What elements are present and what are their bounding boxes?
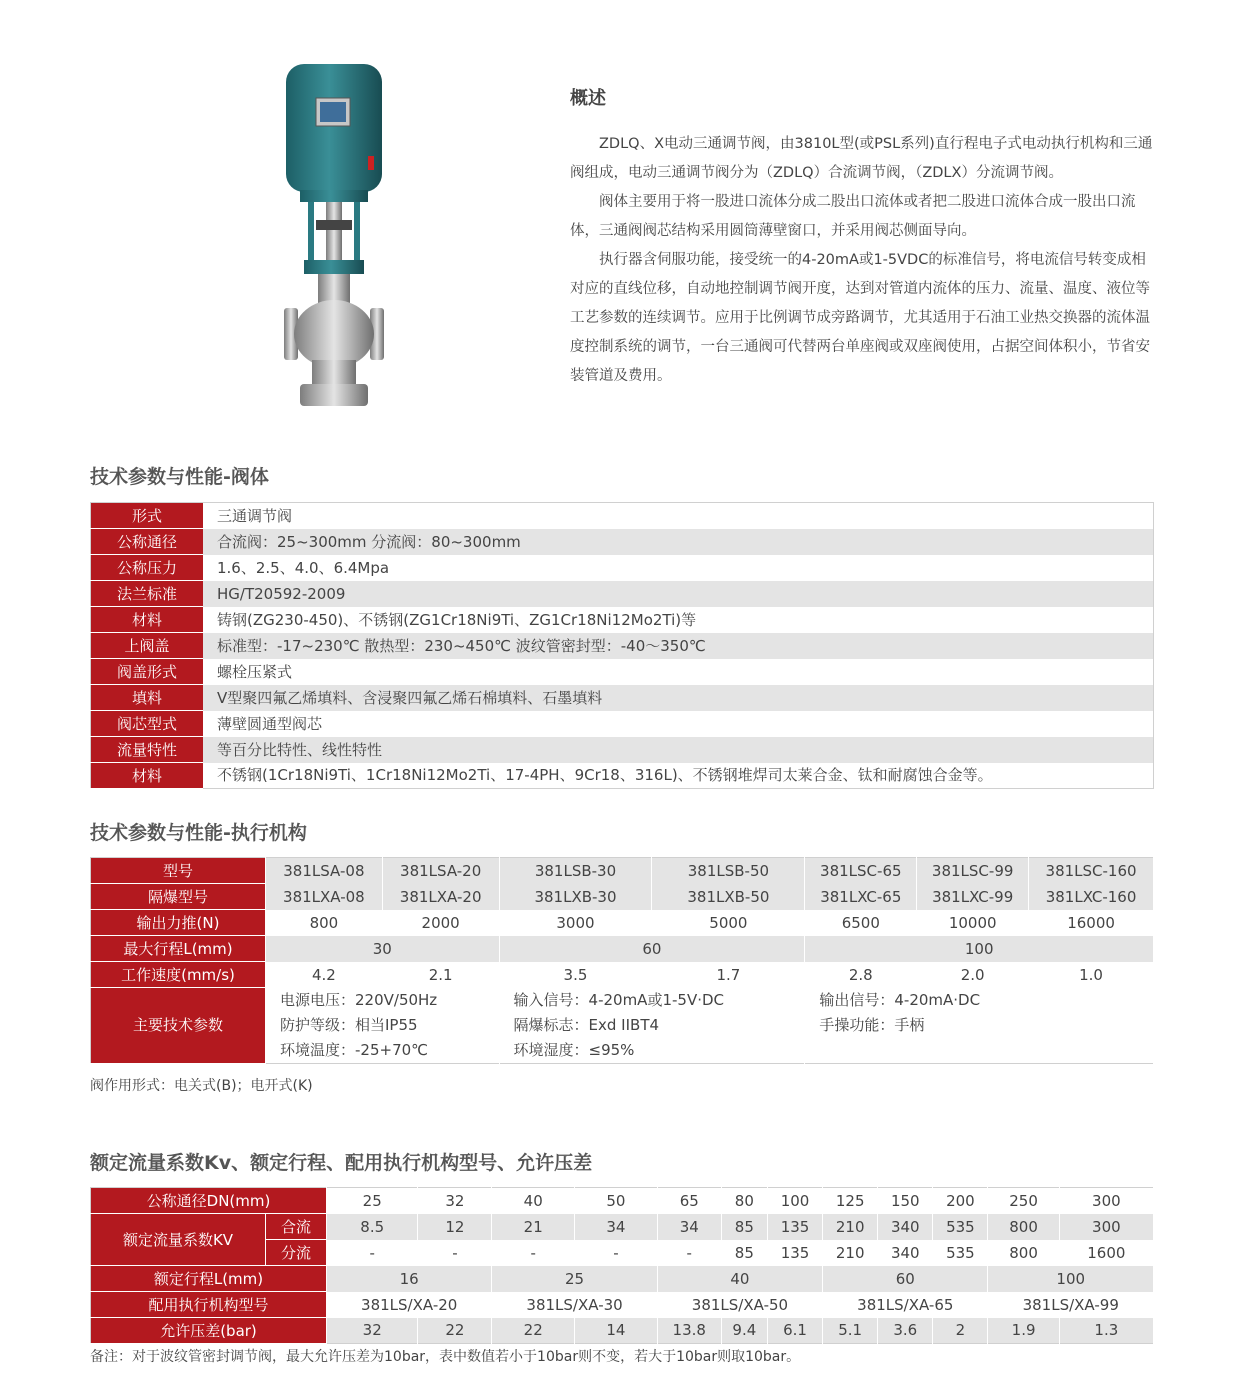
table-cell: 40 [492,1188,575,1214]
table-cell: 100 [767,1188,822,1214]
table-cell: 80 [721,1188,767,1214]
table-cell: 8.5 [327,1214,418,1240]
valve-product-image [270,60,400,420]
row-label: 流量特性 [91,737,204,763]
table-cell: 535 [933,1240,988,1266]
table-cell: 85 [721,1240,767,1266]
param-text: 隔爆标志：Exd IIBT4 [513,1015,660,1034]
table-cell: 5000 [652,910,805,936]
table-cell: 60 [823,1266,988,1292]
row-label: 法兰标准 [91,581,204,607]
row-value: 等百分比特性、线性特性 [203,737,1154,763]
row-label: 配用执行机构型号 [91,1292,327,1318]
table-cell: 381LS/XA-65 [823,1292,988,1318]
table-row [91,503,1154,529]
table-cell: 135 [767,1240,822,1266]
table-cell: 13.8 [657,1318,721,1344]
table-row [91,988,1154,1064]
table-cell: 22 [418,1318,492,1344]
table-row [91,1214,1154,1240]
overview-paragraph: 执行器含伺服功能，接受统一的4-20mA或1-5VDC的标准信号，将电流信号转变成相对应的直线位移，自动地控制调节阀开度，达到对管道内流体的压力、流量、温度、液位等工艺参数的连续调节。应用于比例调节成旁路调节，尤其适用于石油工业热交换器的流体温度控制系统的调节，一台三通阀可代替两台单座阀或双座阀使用，占据空间体积小，节省安装管道及费用。 [570,252,1150,384]
row-label: 额定流量系数KV [91,1214,266,1266]
table-cell: 34 [575,1214,658,1240]
table-cell: 3.5 [499,962,652,988]
table-cell: 65 [657,1188,721,1214]
main-param-col [266,988,500,1064]
row-label: 阀芯型式 [91,711,204,737]
table-cell: 800 [266,910,383,936]
row-value: 1.6、2.5、4.0、6.4Mpa [217,558,390,577]
row-value: 铸钢(ZG230-450)、不锈钢(ZG1Cr18Ni9Ti、ZG1Cr18Ni12Mo2Ti)等 [217,610,697,629]
overview-paragraph: 阀体主要用于将一股进口流体分成二股出口流体或者把二股进口流体合成一股出口流体，三通阀阀芯结构采用圆筒薄壁窗口，并采用阀芯侧面导向。 [570,194,1136,239]
param-text: 环境湿度：≤95% [513,1040,635,1059]
table-cell: 210 [823,1240,878,1266]
row-value: 不锈钢(1Cr18Ni9Ti、1Cr18Ni12Mo2Ti、17-4PH、9Cr18、316L)、不锈钢堆焊司太莱合金、钛和耐腐蚀合金等。 [217,766,993,785]
table-row [91,529,1154,555]
row-label: 填料 [91,685,204,711]
table-cell: 381LXC-99 [917,884,1029,910]
table-cell: 135 [767,1214,822,1240]
row-label: 阀盖形式 [91,659,204,685]
table-cell: 381LXB-30 [499,884,652,910]
table-cell: 25 [492,1266,657,1292]
row-label: 隔爆型号 [91,884,266,910]
table-cell: 2.0 [917,962,1029,988]
table-row [91,962,1154,988]
table-row [91,763,1154,789]
table-row [91,737,1154,763]
table-cell: 12 [418,1214,492,1240]
row-label: 分流 [266,1240,327,1266]
row-label: 合流 [266,1214,327,1240]
row-value: 薄壁圆通型阀芯 [217,714,323,733]
footnote: 备注：对于波纹管密封调节阀，最大允许压差为10bar，表中数值若小于10bar则不变，若大于10bar则取10bar。 [90,1349,801,1365]
actuator-spec-table [90,857,1154,1064]
row-label: 公称通径 [91,529,204,555]
row-value: 螺栓压紧式 [217,662,293,681]
row-value: HG/T20592-2009 [203,581,1154,607]
table-cell: 3.6 [878,1318,933,1344]
table-cell: 85 [721,1214,767,1240]
table-cell: 200 [933,1188,988,1214]
table-cell: - [657,1240,721,1266]
table-cell: 2000 [382,910,499,936]
table-cell: 1.0 [1029,962,1154,988]
row-label: 工作速度(mm/s) [91,962,266,988]
row-label: 最大行程L(mm) [91,936,266,962]
table-cell: 1600 [1059,1240,1153,1266]
table-row [91,711,1154,737]
table-cell: 100 [988,1266,1154,1292]
table-cell: 381LSA-08 [266,858,383,884]
row-label: 输出力推(N) [91,910,266,936]
row-value: 合流阀：25~300mm 分流阀：80~300mm [203,529,1154,555]
table-cell: 1.7 [652,962,805,988]
table-cell: 40 [657,1266,822,1292]
overview-body [570,130,1155,391]
table-cell: 800 [988,1214,1059,1240]
table-cell: 381LXB-50 [652,884,805,910]
table-cell: 125 [823,1188,878,1214]
table-row [91,659,1154,685]
table-cell: 381LSA-20 [382,858,499,884]
table-row [91,910,1154,936]
table-row [91,1266,1154,1292]
row-value: 标准型：-17~230℃ 散热型：230~450℃ 波纹管密封型：-40～350℃ [203,633,1154,659]
table-cell: 60 [499,936,805,962]
table-cell: 5.1 [823,1318,878,1344]
table-cell: - [575,1240,658,1266]
actuator-action-note: 阀作用形式：电关式(B)；电开式(K) [90,1078,313,1094]
table-cell: 535 [933,1214,988,1240]
table-cell: 16000 [1029,910,1154,936]
table-row [91,936,1154,962]
table-cell: 34 [657,1214,721,1240]
param-text: 手操功能：手柄 [819,1015,925,1034]
overview-title: 概述 [570,88,606,109]
row-label: 材料 [91,607,204,633]
table-cell: 6500 [805,910,917,936]
table-row [91,884,1154,910]
valve-body-spec-table [90,502,1154,789]
row-value: 三通调节阀 [217,506,293,525]
table-cell: 1.9 [988,1318,1059,1344]
table-cell: 30 [266,936,500,962]
param-text: 环境温度：-25+70℃ [280,1040,429,1059]
table-cell: 381LSC-160 [1029,858,1154,884]
section-title-flow: 额定流量系数Kv、额定行程、配用执行机构型号、允许压差 [90,1152,593,1174]
table-cell: 9.4 [721,1318,767,1344]
table-cell: 340 [878,1214,933,1240]
table-cell: 16 [327,1266,492,1292]
row-value: V型聚四氟乙烯填料、含浸聚四氟乙烯石棉填料、石墨填料 [203,685,1154,711]
row-label: 上阀盖 [91,633,204,659]
table-cell: 381LXA-08 [266,884,383,910]
row-label: 材料 [91,763,204,789]
table-cell: 381LS/XA-50 [657,1292,822,1318]
table-row [91,555,1154,581]
row-label: 允许压差(bar) [91,1318,327,1344]
table-cell: - [418,1240,492,1266]
row-label: 公称压力 [91,555,204,581]
section-title-actuator: 技术参数与性能-执行机构 [90,822,307,844]
table-cell: 250 [988,1188,1059,1214]
param-text: 防护等级：相当IP55 [280,1015,418,1034]
table-cell: 381LSC-99 [917,858,1029,884]
table-cell: 2.1 [382,962,499,988]
table-cell: 381LXC-65 [805,884,917,910]
table-cell: 22 [492,1318,575,1344]
table-cell: 100 [805,936,1154,962]
table-cell: 32 [418,1188,492,1214]
table-cell: 25 [327,1188,418,1214]
table-row [91,685,1154,711]
main-param-col [499,988,805,1064]
table-row [91,1318,1154,1344]
table-cell: 300 [1059,1188,1153,1214]
row-label: 主要技术参数 [91,988,266,1064]
table-row [91,1188,1154,1214]
table-row [91,858,1154,884]
table-cell: 381LSC-65 [805,858,917,884]
section-title-valve-body: 技术参数与性能-阀体 [90,466,269,488]
table-cell: 150 [878,1188,933,1214]
table-cell: 381LXA-20 [382,884,499,910]
param-text: 电源电压：220V/50Hz [280,990,438,1009]
param-text: 输出信号：4-20mA·DC [819,990,981,1009]
overview-paragraph: ZDLQ、X电动三通调节阀，由3810L型(或PSL系列)直行程电子式电动执行机构和三通阀组成，电动三通调节阀分为（ZDLQ）合流调节阀，（ZDLX）分流调节阀。 [570,136,1153,181]
main-param-col [805,988,1154,1064]
table-cell: 340 [878,1240,933,1266]
table-cell: 381LS/XA-99 [988,1292,1154,1318]
table-cell: 32 [327,1318,418,1344]
table-cell: 381LSB-50 [652,858,805,884]
param-text: 输入信号：4-20mA或1-5V·DC [513,990,725,1009]
row-label: 额定行程L(mm) [91,1266,327,1292]
table-cell: 381LS/XA-30 [492,1292,657,1318]
table-row [91,607,1154,633]
table-cell: - [492,1240,575,1266]
table-cell: 800 [988,1240,1059,1266]
table-cell: 381LXC-160 [1029,884,1154,910]
table-row [91,1292,1154,1318]
table-cell: 10000 [917,910,1029,936]
table-cell: 210 [823,1214,878,1240]
table-cell: 300 [1059,1214,1153,1240]
table-cell: 381LS/XA-20 [327,1292,492,1318]
table-cell: 3000 [499,910,652,936]
flow-coefficient-table [90,1187,1154,1344]
row-label: 公称通径DN(mm) [91,1188,327,1214]
row-label: 形式 [91,503,204,529]
table-cell: - [327,1240,418,1266]
table-row [91,633,1154,659]
table-cell: 50 [575,1188,658,1214]
table-cell: 381LSB-30 [499,858,652,884]
row-label: 型号 [91,858,266,884]
table-cell: 2 [933,1318,988,1344]
table-cell: 1.3 [1059,1318,1153,1344]
table-cell: 4.2 [266,962,383,988]
table-cell: 21 [492,1214,575,1240]
table-cell: 2.8 [805,962,917,988]
table-cell: 6.1 [767,1318,822,1344]
table-cell: 14 [575,1318,658,1344]
table-row [91,581,1154,607]
